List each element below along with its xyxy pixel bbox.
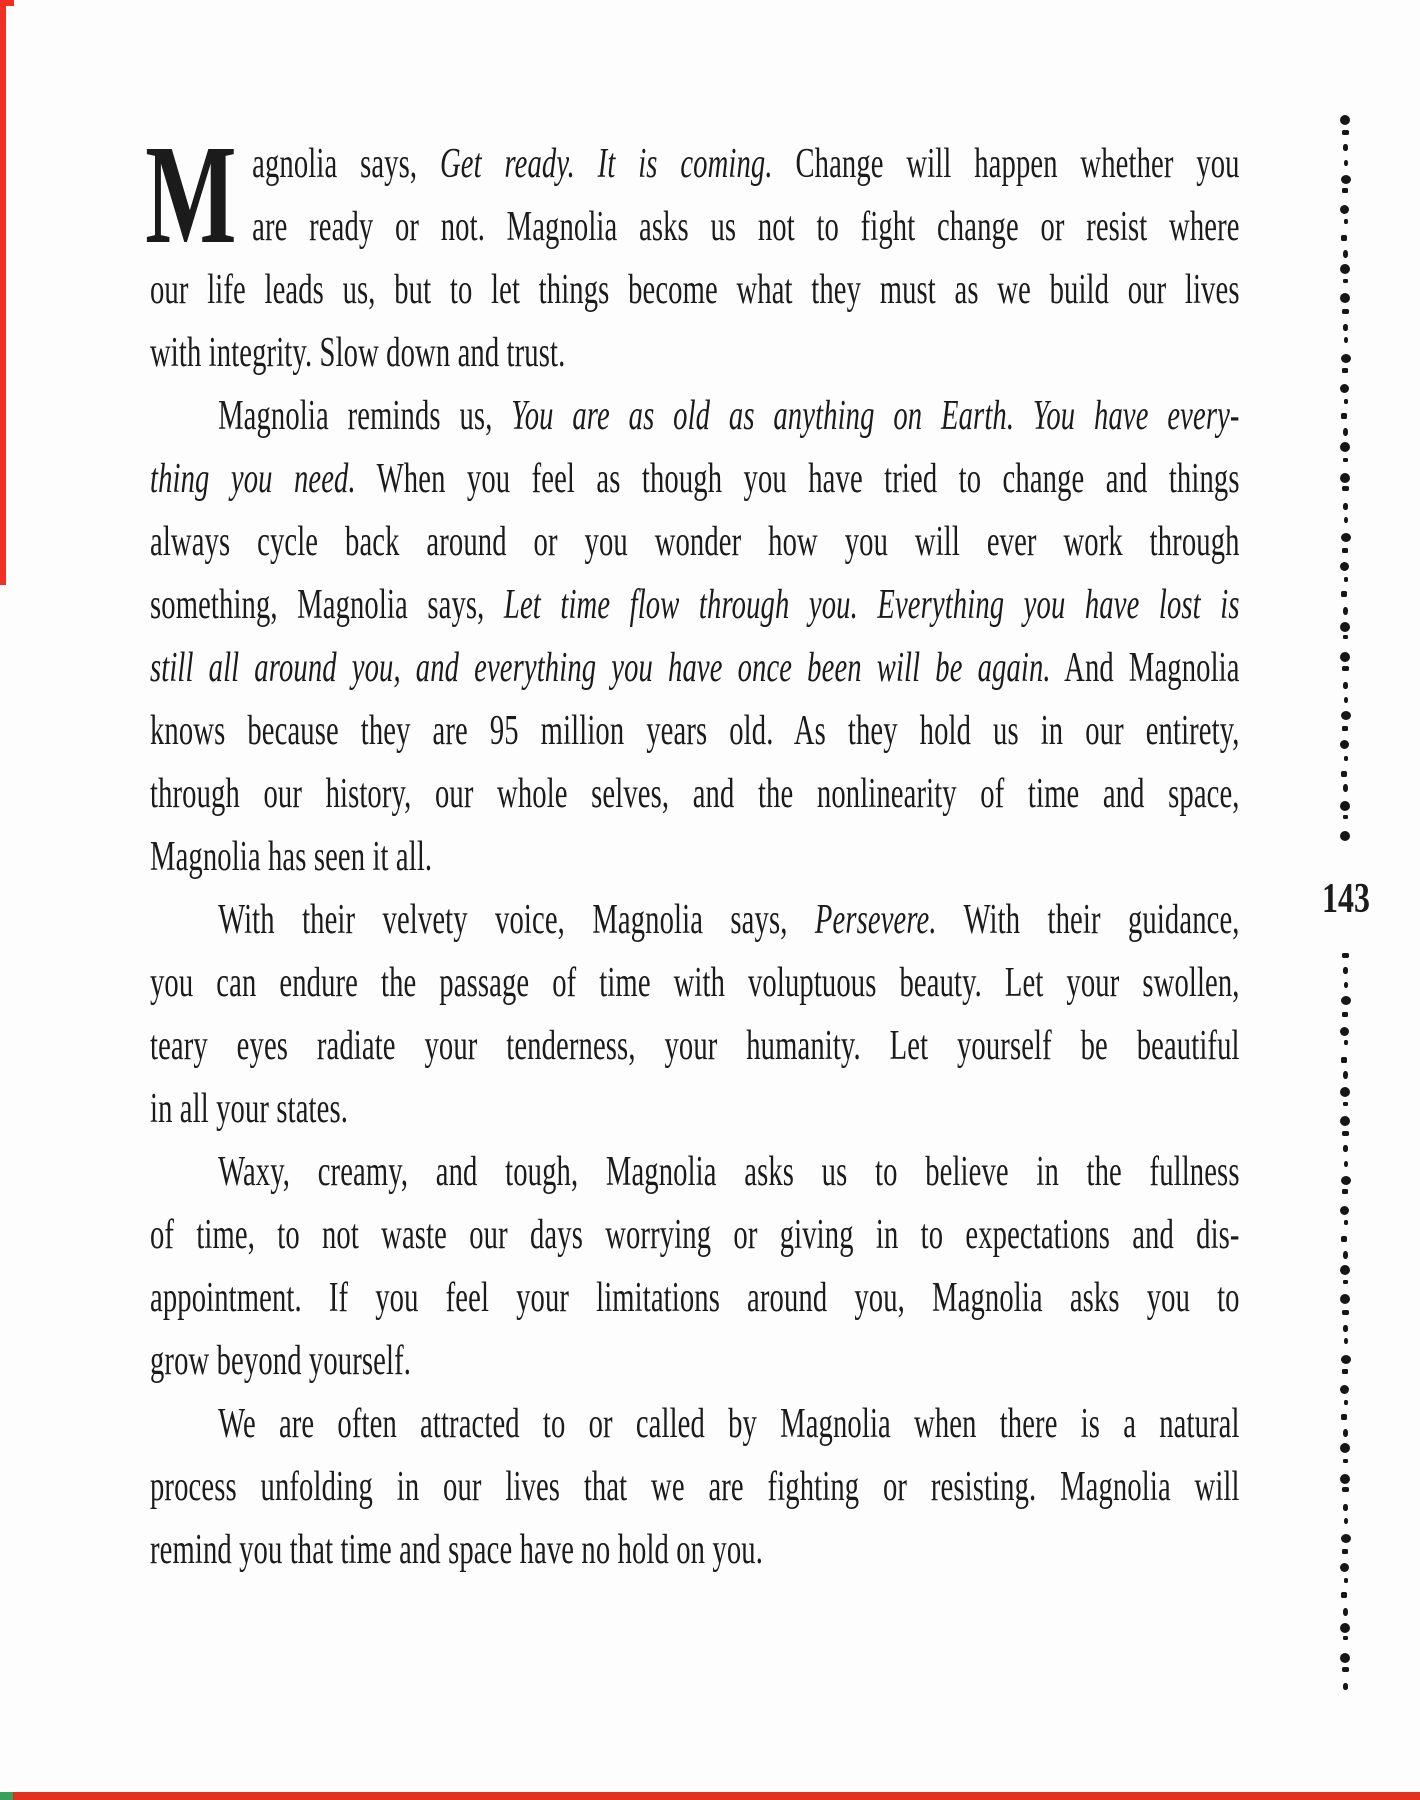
ornament-dot	[1341, 1414, 1347, 1420]
ornament-dot	[1343, 1145, 1348, 1152]
edge-bottom-left-accent	[0, 1792, 13, 1800]
ornament-dot	[1341, 533, 1351, 542]
ornament-dot	[1343, 324, 1348, 331]
ornament-dot	[1343, 1251, 1348, 1259]
ornament-dot	[1344, 1518, 1348, 1524]
ornament-dot	[1340, 384, 1349, 393]
ornament-dot	[1343, 458, 1348, 462]
text-segment: We are often attracted to or called by Magnolia when there is a natural	[218, 1401, 1240, 1447]
text-segment: our life leads us, but to let things become what they must as we build our lives	[150, 267, 1240, 313]
text-segment: remind you that time and space have no hold on you.	[150, 1527, 764, 1573]
text-segment: you can endure the passage of time with voluptuous beauty. Let your swollen,	[150, 960, 1240, 1006]
edge-left-strip	[0, 0, 6, 585]
ornament-dot	[1340, 473, 1350, 483]
paragraph	[150, 1393, 1240, 1582]
ornament-dot	[1343, 1071, 1348, 1079]
text-line	[150, 1456, 1240, 1519]
ornament-dot	[1340, 740, 1349, 749]
ornament-dot	[1343, 635, 1348, 639]
italic-text-segment: You are as old as anything on Earth. You have every-	[511, 393, 1240, 439]
ornament-dot	[1344, 219, 1348, 224]
ornament-dot	[1343, 1504, 1348, 1511]
ornament-dot	[1340, 652, 1350, 662]
text-line	[150, 700, 1240, 763]
ornament-dot	[1343, 1280, 1348, 1284]
drop-cap-letter: M	[145, 115, 237, 273]
ornament-dot	[1341, 1355, 1351, 1364]
text-line	[150, 763, 1240, 826]
text-segment: With their velvety voice, Magnolia says,	[218, 897, 815, 943]
ornament-dot	[1342, 1549, 1348, 1554]
text-line	[150, 889, 1240, 952]
paragraph	[150, 385, 1240, 889]
text-segment: through our history, our whole selves, and the nonlinearity of time and space,	[150, 771, 1240, 817]
text-segment: something, Magnolia says,	[150, 582, 504, 628]
ornament-dot	[1340, 1206, 1349, 1215]
ornament-dot	[1340, 264, 1350, 274]
text-line	[150, 196, 1240, 259]
ornament-dot	[1340, 1474, 1350, 1484]
ornament-dot	[1343, 1683, 1348, 1690]
text-segment: with integrity. Slow down and trust.	[150, 330, 566, 376]
ornament-dot	[1341, 1176, 1351, 1185]
edge-top-strip	[0, 0, 14, 6]
ornament-dot	[1343, 1325, 1348, 1332]
ornament-dot	[1343, 1102, 1348, 1106]
ornament-dot	[1341, 354, 1351, 363]
ornament-dot	[1341, 1057, 1347, 1063]
text-segment: teary eyes radiate your tenderness, your humanity. Let yourself be beautiful	[150, 1023, 1240, 1069]
ornament-dot	[1341, 996, 1351, 1005]
ornament-dot	[1344, 1040, 1348, 1045]
paragraph	[150, 133, 1240, 385]
italic-text-segment: Let time flow through you. Everything you have lost is	[503, 582, 1240, 628]
text-segment: Waxy, creamy, and tough, Magnolia asks us to believe in the fullness	[218, 1149, 1240, 1195]
ornament-dot	[1340, 1653, 1350, 1663]
ornament-dot	[1342, 1189, 1348, 1194]
ornament-dot	[1342, 548, 1348, 553]
text-segment: of time, to not waste our days worrying or giving in to expectations and dis-	[150, 1212, 1240, 1258]
text-line	[150, 385, 1240, 448]
ornament-dot	[1341, 1592, 1347, 1598]
ornament-dot	[1344, 337, 1348, 343]
ornament-dot	[1340, 1265, 1350, 1275]
ornament-dot	[1343, 144, 1348, 151]
ornament-dot	[1341, 413, 1347, 419]
ornament-dot	[1343, 784, 1348, 792]
text-line	[150, 1393, 1240, 1456]
ornament-dot	[1343, 1636, 1348, 1640]
text-line	[150, 1015, 1240, 1078]
ornament-dot	[1343, 607, 1348, 615]
text-segment: Change will happen whether you	[772, 141, 1240, 187]
ornament-dot	[1341, 175, 1351, 184]
ornament-dot	[1340, 1443, 1350, 1453]
ornament-dot	[1342, 130, 1349, 135]
text-line	[150, 322, 1240, 385]
paragraph	[150, 889, 1240, 1141]
text-segment: knows because they are 95 million years old. As they hold us in our entirety,	[150, 708, 1240, 754]
italic-text-segment: still all around you, and everything you have once been will be again.	[150, 645, 1051, 691]
ornament-dot	[1342, 1667, 1349, 1672]
text-line	[150, 637, 1240, 700]
text-line	[150, 448, 1240, 511]
ornament-dot	[1342, 188, 1348, 193]
ornament-dot	[1340, 293, 1350, 303]
text-line	[150, 511, 1240, 574]
text-segment: always cycle back around or you wonder how you will ever work through	[150, 519, 1240, 565]
ornament-dot	[1342, 1131, 1349, 1136]
text-segment: And Magnolia	[1050, 645, 1240, 691]
text-line	[150, 952, 1240, 1015]
text-segment: appointment. If you feel your limitations around you, Magnolia asks you to	[150, 1275, 1240, 1321]
text-line	[150, 1267, 1240, 1330]
ornament-dot	[1342, 309, 1349, 314]
ornament-dot	[1343, 815, 1348, 819]
italic-text-segment: thing you need.	[150, 456, 356, 502]
ornament-dot	[1342, 726, 1348, 731]
ornament-dot	[1340, 1116, 1350, 1126]
ornament-dot	[1344, 697, 1348, 703]
ornament-dot	[1344, 1161, 1348, 1167]
text-segment: are ready or not. Magnolia asks us not to fight change or resist where	[252, 204, 1240, 250]
paragraph	[150, 1141, 1240, 1393]
text-line	[150, 1204, 1240, 1267]
ornament-dot	[1340, 622, 1350, 632]
ornament-dot	[1340, 801, 1350, 811]
text-segment: process unfolding in our lives that we are fighting or resisting. Magnolia will	[150, 1464, 1240, 1510]
ornament-dot	[1342, 1369, 1348, 1374]
text-segment: grow beyond yourself.	[150, 1338, 412, 1384]
ornament-dot	[1342, 486, 1349, 491]
ornament-dot	[1340, 205, 1349, 214]
text-line	[150, 1141, 1240, 1204]
ornament-dot	[1342, 368, 1348, 373]
italic-text-segment: Get ready. It is coming.	[439, 141, 773, 187]
text-segment: When you feel as though you have tried to change and things	[355, 456, 1240, 502]
ornament-dot	[1341, 711, 1351, 720]
edge-bottom-strip	[0, 1792, 1420, 1800]
text-segment: agnolia says,	[252, 141, 440, 187]
ornament-dot	[1340, 1087, 1350, 1097]
ornament-dot	[1340, 1027, 1349, 1036]
paragraphs	[150, 133, 1240, 1582]
ornament-dot	[1343, 682, 1348, 689]
ornament-dot	[1340, 1385, 1349, 1394]
ornament-dot	[1344, 160, 1348, 166]
text-segment: in all your states.	[150, 1086, 349, 1132]
text-line	[150, 826, 1240, 889]
ornament-dot	[1340, 831, 1350, 841]
ornament-dot	[1344, 1338, 1348, 1344]
text-line	[150, 259, 1240, 322]
text-line	[150, 1330, 1240, 1393]
ornament-dot	[1343, 1608, 1348, 1616]
ornament-dot	[1343, 1459, 1348, 1463]
ornament-dot	[1341, 591, 1347, 597]
ornament-dot	[1343, 250, 1348, 258]
ornament-dot	[1340, 115, 1350, 125]
ornament-dot	[1340, 442, 1350, 452]
ornament-dot	[1340, 1294, 1350, 1304]
text-segment: With their guidance,	[936, 897, 1240, 943]
text-segment: Magnolia has seen it all.	[150, 834, 433, 880]
text-line	[150, 1519, 1240, 1582]
ornament-dot	[1343, 1429, 1348, 1437]
ornament-dot	[1342, 666, 1349, 671]
italic-text-segment: Persevere.	[814, 897, 937, 943]
ornament-dot	[1341, 235, 1347, 241]
ornament-dot	[1344, 1400, 1348, 1405]
ornament-dot	[1340, 1563, 1349, 1572]
text-line	[150, 1078, 1240, 1141]
ornament-dot	[1340, 562, 1349, 571]
ornament-dot	[1344, 399, 1348, 404]
ornament-dot	[1344, 982, 1348, 988]
ornament-dot	[1340, 1623, 1350, 1633]
ornament-dot	[1341, 1534, 1351, 1543]
text-line	[150, 133, 1240, 196]
ornament-dot	[1343, 503, 1348, 510]
ornament-dot	[1344, 1578, 1348, 1583]
ornament-dot	[1343, 428, 1348, 436]
ornament-dot	[1342, 1487, 1349, 1492]
ornament-dot	[1344, 1220, 1348, 1225]
body-text-block	[145, 115, 1240, 1582]
ornament-dot	[1342, 953, 1349, 958]
text-line	[150, 574, 1240, 637]
ornament-dot	[1342, 1310, 1349, 1315]
ornament-dot	[1344, 517, 1348, 523]
ornament-dot	[1342, 1012, 1348, 1017]
ornament-dot	[1341, 771, 1347, 777]
page-number: 143	[1322, 876, 1370, 922]
ornament-dot	[1344, 577, 1348, 582]
ornament-dot	[1344, 756, 1348, 761]
text-segment: Magnolia reminds us,	[218, 393, 512, 439]
ornament-dot	[1341, 1236, 1347, 1242]
ornament-dot	[1343, 279, 1348, 283]
ornament-dot	[1343, 967, 1348, 974]
